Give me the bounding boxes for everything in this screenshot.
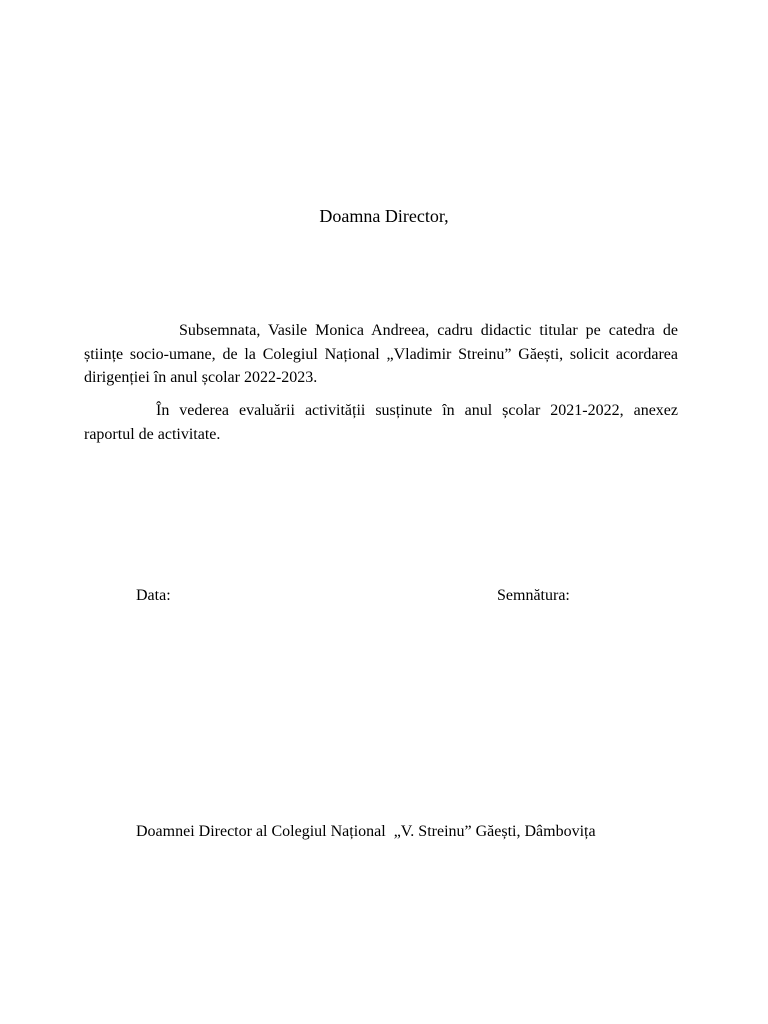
- addressee-line: Doamnei Director al Colegiul Național „V. Streinu” Găești, Dâmbovița: [136, 823, 596, 840]
- attachment-paragraph: În vederea evaluării activității susținute în anul școlar 2021-2022, anexez raportul de activitate.: [84, 402, 678, 443]
- request-paragraph: Subsemnata, Vasile Monica Andreea, cadru didactic titular pe catedra de științe socio-umane, de la Colegiul Național „Vladimir Streinu” Găești, solicit acordarea dirigenției în anul școlar 2022-2023.: [84, 322, 678, 386]
- salutation-heading: Doamna Director,: [319, 206, 449, 226]
- signature-label: Semnătura:: [497, 587, 570, 604]
- date-label: Data:: [136, 587, 171, 604]
